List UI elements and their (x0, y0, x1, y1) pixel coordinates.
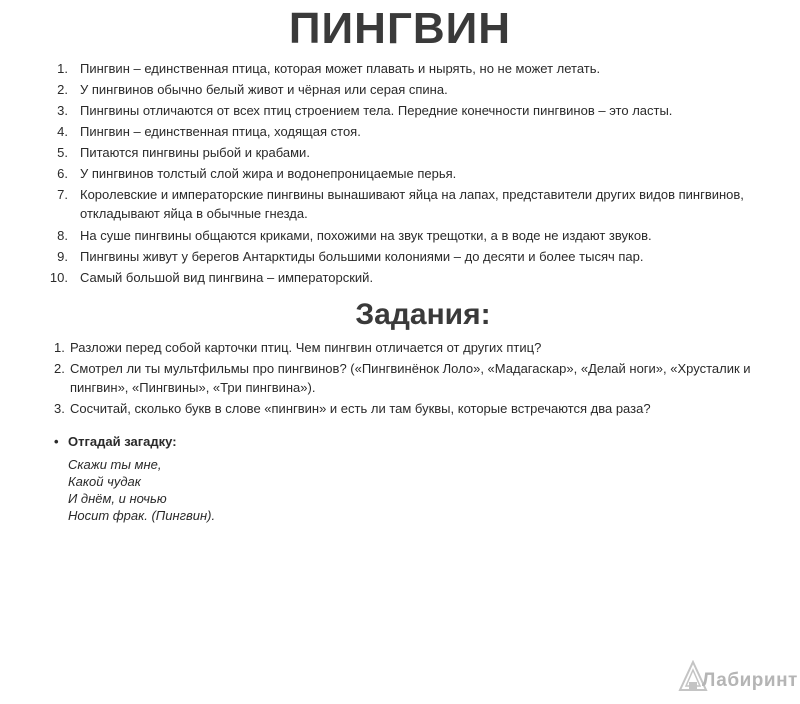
riddle-line: Какой чудак (68, 474, 141, 489)
fact-text: Пингвины отличаются от всех птиц строением тела. Передние конечности пингвинов – это ласты. (80, 103, 673, 118)
riddle-heading (54, 434, 177, 449)
bullet-icon: • (54, 434, 59, 449)
fact-item (40, 184, 760, 225)
task-item (54, 338, 774, 357)
fact-item (40, 79, 760, 100)
task-text: Смотрел ли ты мультфильмы про пингвинов? («Пингвинёнок Лоло», «Мадагаскар», «Делай ноги», «Хрусталик и пингвин», «Пингвины», «Три пингвина»). (70, 361, 751, 395)
task-text: Разложи перед собой карточки птиц. Чем пингвин отличается от других птиц? (70, 340, 542, 355)
fact-number: 3. (57, 103, 68, 118)
tasks-heading: Задания: (355, 298, 491, 331)
fact-item (40, 142, 760, 163)
tasks-list (54, 338, 774, 420)
fact-number: 7. (57, 187, 68, 202)
fact-number: 2. (57, 82, 68, 97)
fact-text: На суше пингвины общаются криками, похожими на звук трещотки, а в воде не издают звуков. (80, 228, 652, 243)
riddle-line: И днём, и ночью (68, 491, 167, 506)
fact-number: 4. (57, 124, 68, 139)
fact-number: 5. (57, 145, 68, 160)
fact-item (40, 163, 760, 184)
facts-list (40, 58, 760, 288)
task-number: 1. (54, 340, 65, 355)
watermark-text: Лабиринт (702, 670, 798, 691)
fact-text: Пингвины живут у берегов Антарктиды большими колониями – до десяти и более тысяч пар. (80, 249, 644, 264)
fact-item (40, 121, 760, 142)
fact-item (40, 225, 760, 246)
fact-text: У пингвинов обычно белый живот и чёрная или серая спина. (80, 82, 448, 97)
riddle-text (68, 456, 215, 524)
fact-text: Питаются пингвины рыбой и крабами. (80, 145, 310, 160)
fact-text: Самый большой вид пингвина – императорский. (80, 270, 374, 285)
fact-item (40, 246, 760, 267)
fact-number: 10. (49, 270, 68, 285)
fact-text: Пингвин – единственная птица, ходящая стоя. (80, 124, 361, 139)
riddle-line: Скажи ты мне, (68, 457, 162, 472)
fact-item (40, 100, 760, 121)
task-item (54, 399, 774, 418)
task-number: 3. (54, 401, 65, 416)
task-number: 2. (54, 361, 65, 376)
riddle-heading-text: Отгадай загадку: (68, 434, 177, 449)
task-item (54, 359, 774, 397)
fact-number: 1. (57, 61, 68, 76)
fact-item (40, 267, 760, 288)
riddle-line: Носит фрак. (Пингвин). (68, 508, 216, 523)
watermark (676, 656, 796, 696)
fact-text: Королевские и императорские пингвины вынашивают яйца на лапах, представители других видов пингвинов, откладывают яйца в обычные гнезда. (80, 187, 744, 221)
fact-item (40, 58, 760, 79)
fact-text: Пингвин – единственная птица, которая может плавать и нырять, но не может летать. (80, 61, 601, 76)
task-text: Сосчитай, сколько букв в слове «пингвин» и есть ли там буквы, которые встречаются два раза? (70, 401, 651, 416)
fact-number: 9. (57, 249, 68, 264)
fact-number: 8. (57, 228, 68, 243)
fact-text: У пингвинов толстый слой жира и водонепроницаемые перья. (80, 166, 457, 181)
page-title: ПИНГВИН (288, 4, 512, 53)
fact-number: 6. (57, 166, 68, 181)
